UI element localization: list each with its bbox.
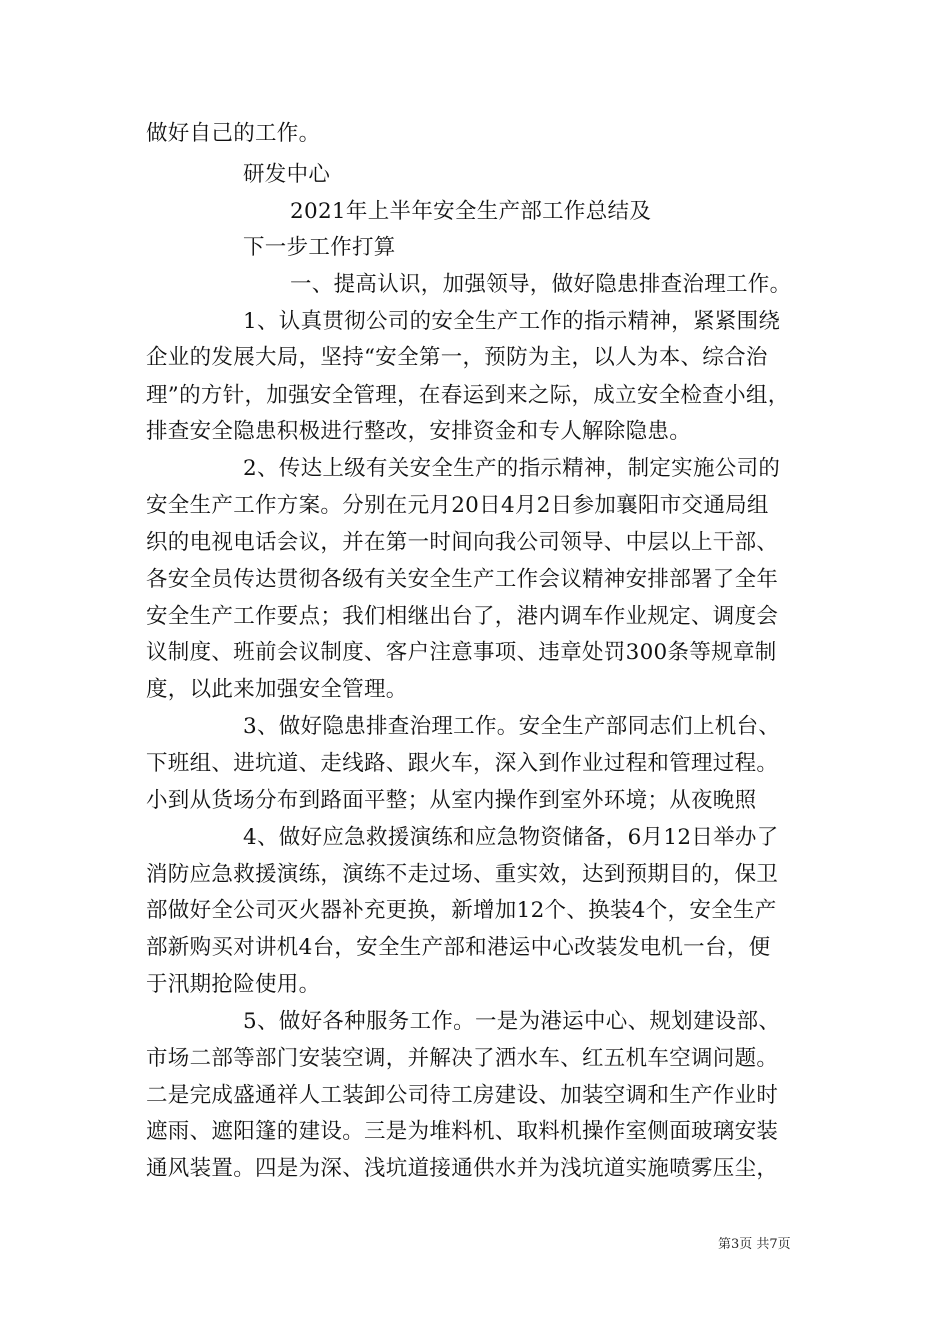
text-line: 于汛期抢险使用。	[146, 972, 321, 997]
text-line: 小到从货场分布到路面平整；从室内操作到室外环境；从夜晚照	[146, 788, 757, 813]
text-line: 安全生产工作要点；我们相继出台了，港内调车作业规定、调度会	[146, 604, 779, 629]
paragraph-5: 5、做好各种服务工作。一是为港运中心、规划建设部、	[243, 1009, 781, 1034]
page-number-footer: 第3页 共7页	[718, 1237, 791, 1252]
text-line: 织的电视电话会议，并在第一时间向我公司领导、中层以上干部、	[146, 530, 779, 555]
text-line: 排查安全隐患积极进行整改，安排资金和专人解除隐患。	[146, 419, 692, 444]
text-line: 安全生产工作方案。分别在元月20日4月2日参加襄阳市交通局组	[146, 493, 769, 518]
text-line: 企业的发展大局，坚持“安全第一，预防为主，以人为本、综合治	[146, 345, 768, 370]
paragraph-1: 1、认真贯彻公司的安全生产工作的指示精神，紧紧围绕	[243, 309, 781, 334]
text-line: 二是完成盛通祥人工装卸公司待工房建设、加装空调和生产作业时	[146, 1083, 779, 1108]
text-line: 理”的方针，加强安全管理，在春运到来之际，成立安全检查小组，	[146, 383, 790, 408]
text-line: 通风装置。四是为深、浅坑道接通供水并为浅坑道实施喷雾压尘，	[146, 1156, 779, 1181]
text-line: 度，以此来加强安全管理。	[146, 677, 408, 702]
text-line: 议制度、班前会议制度、客户注意事项、违章处罚300条等规章制	[146, 640, 777, 665]
paragraph-3: 3、做好隐患排查治理工作。安全生产部同志们上机台、	[243, 714, 781, 739]
text-line: 下班组、进坑道、走线路、跟火车，深入到作业过程和管理过程。	[146, 751, 779, 776]
text-line: 遮雨、遮阳篷的建设。三是为堆料机、取料机操作室侧面玻璃安装	[146, 1119, 779, 1144]
text-line: 部做好全公司灭火器补充更换，新增加12个、换装4个，安全生产	[146, 898, 777, 923]
document-subtitle: 下一步工作打算	[243, 235, 396, 260]
text-line: 做好自己的工作。	[146, 121, 321, 146]
section-heading: 一、提高认识，加强领导，做好隐患排查治理工作。	[290, 272, 792, 297]
document-title: 2021年上半年安全生产部工作总结及	[290, 199, 652, 224]
text-line: 市场二部等部门安装空调，并解决了洒水车、红五机车空调问题。	[146, 1046, 779, 1071]
text-line: 部新购买对讲机4台，安全生产部和港运中心改装发电机一台，便	[146, 935, 771, 960]
text-line: 各安全员传达贯彻各级有关安全生产工作会议精神安排部署了全年	[146, 567, 779, 592]
text-line: 消防应急救援演练，演练不走过场、重实效，达到预期目的，保卫	[146, 862, 779, 887]
paragraph-4: 4、做好应急救援演练和应急物资储备，6月12日举办了	[243, 825, 779, 850]
signature-department: 研发中心	[243, 162, 331, 187]
paragraph-2: 2、传达上级有关安全生产的指示精神，制定实施公司的	[243, 456, 781, 481]
